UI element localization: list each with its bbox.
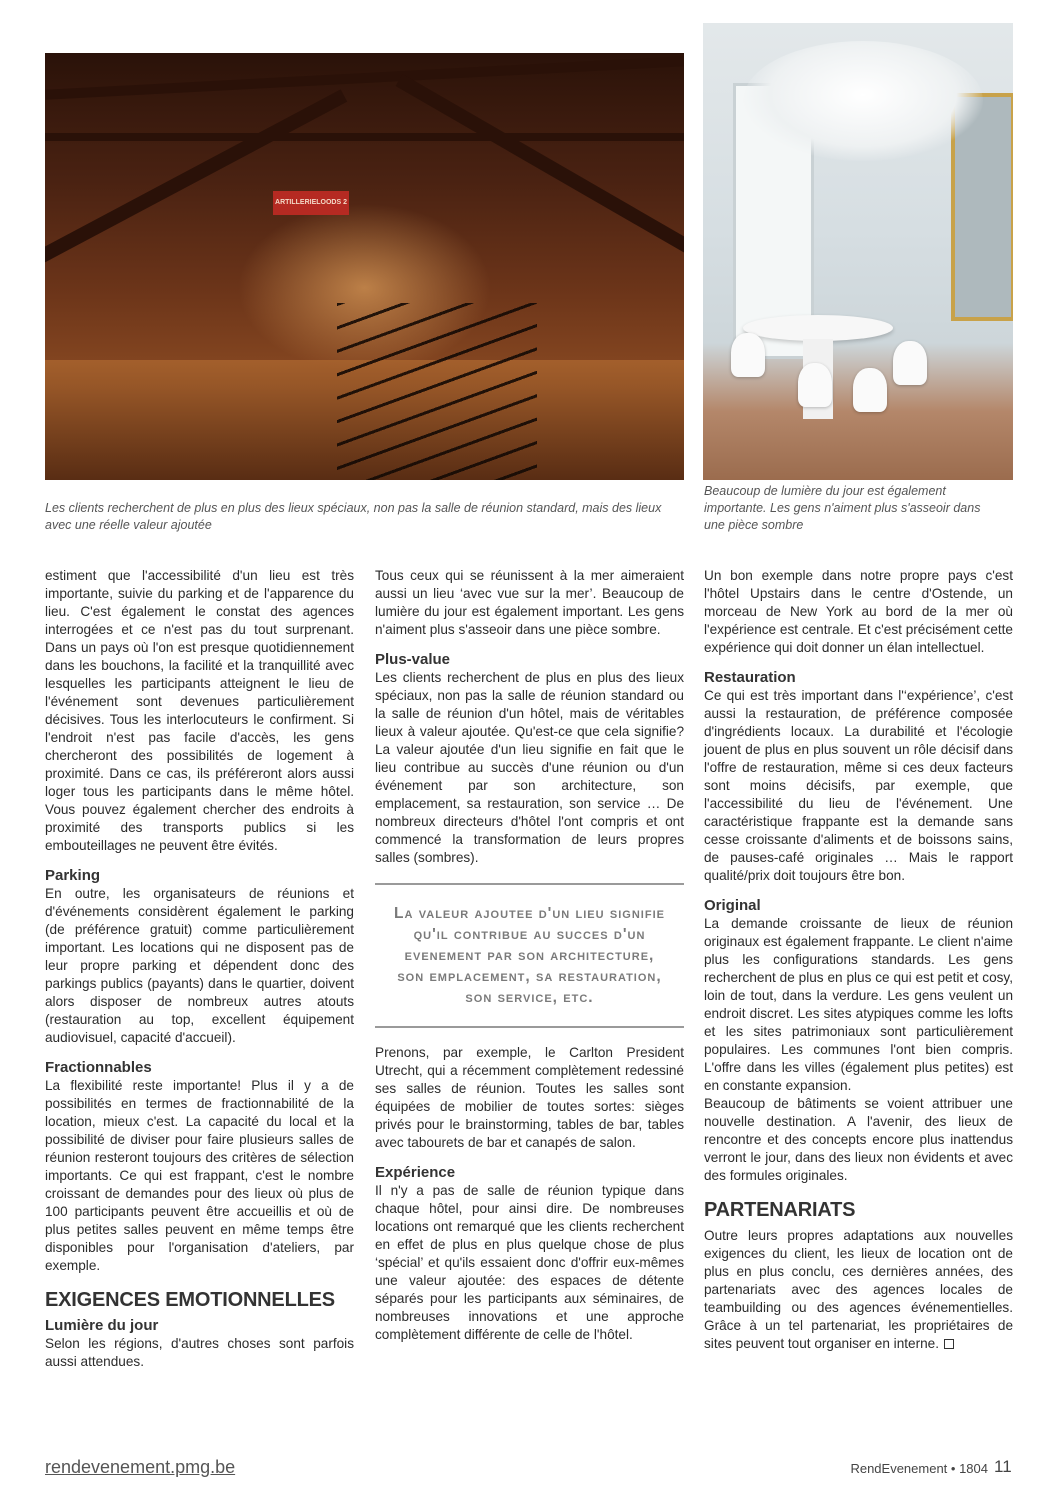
paragraph: Ce qui est très important dans l'‘expérience’, c'est aussi la restauration, de préférence composée d'ingrédients locaux. La durabilité et l'écologie jouent de plus en plus souvent un rôle décisif dans l'offre de restauration, même si ces deux facteurs sont moins décisifs, par exemple, que l'accessibilité du lieu de l'événement. Une caractéristique frappante est la demande sans cesse croissante d'aliments et de boissons sains, de pauses-café originales … Mais le rapport qualité/prix doit toujours être bon.: [704, 688, 1013, 883]
caption-left: Les clients recherchent de plus en plus des lieux spéciaux, non pas la salle de réunion standard, mais des lieux avec une réelle valeur ajoutée: [45, 501, 662, 532]
subheading-lumiere: Lumière du jour: [45, 1317, 159, 1334]
roof-beam: [45, 56, 684, 99]
paragraph: En outre, les organisateurs de réunions et d'événements considèrent également le parking (de préférence gratuit) comme particulièrement important. Les locations qui ne disposent pas de leur propre parking et dépendent donc des parkings publics (payants) dans le quartier, doivent alors disposer de nombreux autres atouts (restauration au top, excellent équipement audiovisuel, capacité d'accueil).: [45, 886, 354, 1045]
paragraph: Un bon exemple dans notre propre pays c'est l'hôtel Upstairs dans le centre d'Ostende, un morceau de New York au bord de la mer où l'expérience est centrale. Et c'est précisément cette expérience qui doit donner un élan intellectuel.: [704, 568, 1013, 655]
tulip-chair: [893, 341, 927, 385]
roof-beam: [396, 74, 684, 266]
footer-website-link[interactable]: rendevenement.pmg.be: [45, 1457, 236, 1477]
roof-beam: [45, 133, 684, 141]
room-sign: ARTILLERIELOODS 2: [273, 191, 349, 215]
paragraph: Les clients recherchent de plus en plus des lieux spéciaux, non pas la salle de réunion standard ou la salle de réunion d'un hôtel, mais de véritables lieux à valeur ajoutée. Qu'est-ce que cela signifie? La valeur ajoutée d'un lieu signifie en fait que le lieu contribue au succès d'une réunion ou d'un événement par son architecture, son emplacement, sa restauration, son service … De nombreux directeurs d'hôtel l'ont compris et ont commencé la transformation de leurs propres salles (sombres).: [375, 670, 684, 865]
paragraph: Tous ceux qui se réunissent à la mer aimeraient aussi un lieu ‘avec vue sur la mer’. Beaucoup de lumière du jour est également important. Les gens n'aiment plus s'asseoir dans une pièce sombre.: [375, 568, 684, 637]
pull-quote: La valeur ajoutee d'un lieu signifie qu'il contribue au succes d'un evenement par son architecture, son emplacement, sa restauration, son service, etc.: [375, 883, 684, 1028]
paragraph: Prenons, par exemple, le Carlton President Utrecht, qui a récemment complètement redessiné ses salles de réunion. Toutes les salles sont équipées de mobilier de toutes sortes: sièges privés pour le brainstorming, tables de bar, tables avec tabourets de bar et canapés de salon.: [375, 1045, 684, 1150]
footer-magazine-issue: RendEvenement • 1804: [850, 1461, 988, 1476]
paragraph: Selon les régions, d'autres choses sont parfois aussi attendues.: [45, 1336, 354, 1369]
paragraph-text: Outre leurs propres adaptations aux nouvelles exigences du client, les lieux de location ont de plus en plus conclu, ces dernières années, des partenariats avec des agences locales de teambuilding ou des agences événementielles. Grâce à un tel partenariat, les propriétaires de sites peuvent tout organiser en interne.: [704, 1228, 1013, 1351]
tulip-chair: [853, 368, 887, 412]
page-number: 11: [994, 1457, 1012, 1476]
tulip-chair: [731, 333, 765, 377]
metal-staircase: [337, 303, 537, 480]
column-3: [704, 567, 1013, 1353]
caption-right: Beaucoup de lumière du jour est également importante. Les gens n'aiment plus s'asseoir dans une pièce sombre: [704, 484, 981, 532]
section-heading-partenariats: PARTENARIATS: [704, 1199, 856, 1221]
subheading-experience: Expérience: [375, 1164, 456, 1181]
paragraph: Beaucoup de bâtiments se voient attribuer une nouvelle destination. A l'avenir, des lieux de rencontre et des concepts encore plus inattendus verront le jour, dans des lieux non évidents et avec des formules originales.: [704, 1096, 1013, 1183]
subheading-restauration: Restauration: [704, 669, 796, 686]
subheading-fractionnables: Fractionnables: [45, 1059, 152, 1076]
paragraph: Il n'y a pas de salle de réunion typique dans chaque hôtel, pour ainsi dire. De nombreuses locations ont remarqué que les clients recherchent en effet de plus en plus quelque chose de plus ‘spécial’ et qu'ils essaient donc d'offrir eux-mêmes une valeur ajoutée: des espaces de détente séparés pour les participants aux séminaires, de nombreuses innovations et une approche complètement différente de celle de l'hôtel.: [375, 1183, 684, 1342]
paragraph: estiment que l'accessibilité d'un lieu est très importante, suivie du parking et de l'apparence du lieu. C'est également le constat des agences interrogées et ce n'est pas du tout surprenant. Dans un pays où l'on est presque quotidiennement dans les bouchons, la facilité et la tranquillité avec lesquelles les participants atteignent le lieu de l'événement sont devenues particulièrement décisives. Tous les interlocuteurs le confirment. Si l'endroit n'est pas facile d'accès, les gens chercheront des possibilités de logement à proximité. Dans ce cas, ils préféreront alors aussi loger tous les participants dans le même hôtel. Vous pouvez également chercher des endroits à proximité des transports publics si les embouteillages ne peuvent être évités.: [45, 568, 354, 853]
column-1: [45, 567, 354, 1371]
subheading-original: Original: [704, 897, 761, 914]
subheading-parking: Parking: [45, 867, 101, 884]
paragraph-last: [704, 1227, 1013, 1353]
paragraph: La demande croissante de lieux de réunion originaux est également frappante. Le client n'aime plus les configurations standards. Les gens recherchent de plus en plus ce qui est petit et cosy, loin de tout, dans la verdure. Les gens veulent un endroit discret. Les sites atypiques comme les lofts et les sites patrimoniaux sont particulièrement populaires. Les communes l'ont bien compris. L'offre dans les villes (également plus petites) est en constante expansion.: [704, 916, 1013, 1093]
column-2: [375, 567, 684, 1344]
subheading-plus-value: Plus-value: [375, 651, 451, 668]
section-heading-exigences: EXIGENCES EMOTIONNELLES: [45, 1289, 335, 1311]
tulip-chair: [798, 363, 832, 407]
paragraph: La flexibilité reste importante! Plus il y a de possibilités en termes de fractionnabilité de la location, mieux c'est. La capacité du local et la possibilité de diviser pour faire plusieurs salles de réunion resteront toujours des critères de sélection importants. Ce qui est frappant, c'est le nombre croissant de demandes pour des lieux où plus de 100 participants peuvent être accueillis et où de plus petites salles peuvent en même temps être disponibles pour l'organisation d'ateliers, par exemple.: [45, 1078, 354, 1273]
roof-beam: [45, 89, 347, 270]
photo-attic-meeting: [45, 53, 684, 480]
end-mark-icon: [944, 1339, 954, 1349]
photo-bright-room: [703, 23, 1013, 480]
round-table: [743, 315, 893, 341]
cloud-lamp: [743, 41, 983, 161]
